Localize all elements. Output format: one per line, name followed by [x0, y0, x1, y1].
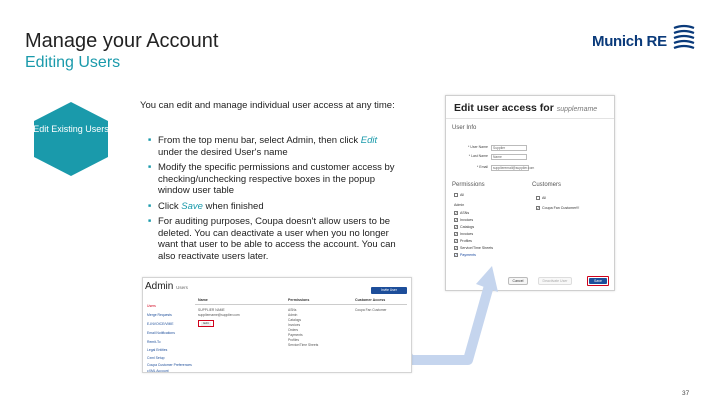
- permission-item: Profiles: [288, 338, 299, 342]
- sidebar-item[interactable]: Email Notifications: [147, 331, 175, 335]
- callout-label: Edit Existing Users: [33, 124, 109, 134]
- permission-checkbox[interactable]: ✓ Invoices: [455, 218, 474, 223]
- user-info-heading: User Info: [452, 125, 477, 131]
- permission-item: ASNs: [288, 308, 297, 312]
- divider: [195, 304, 407, 305]
- dialog-title: Edit user access for supplername: [454, 102, 598, 114]
- page-number: 37: [682, 390, 690, 397]
- permission-checkbox[interactable]: ✓ Payments: [455, 253, 476, 258]
- cancel-button[interactable]: Cancel: [508, 277, 528, 285]
- email-field[interactable]: * Email supplieremail@supplier.com: [476, 165, 535, 170]
- customer-checkbox[interactable]: ✓ Coupa Fan Customer!!!: [537, 206, 580, 211]
- sidebar-item[interactable]: Merge Requests: [147, 313, 172, 317]
- last-name-field[interactable]: * Last Name Name: [464, 154, 594, 160]
- list-item: ■ From the top menu bar, select Admin, then click Edit under the desired User's name: [148, 135, 398, 158]
- permission-item: Payments: [288, 333, 303, 337]
- column-header-permissions: Permissions: [288, 298, 310, 302]
- permissions-heading: Permissions: [452, 182, 485, 188]
- permission-checkbox[interactable]: ✓ ASNs: [455, 211, 470, 216]
- column-header-name: Name: [198, 298, 208, 302]
- intro-text: You can edit and manage individual user access at any time:: [140, 100, 395, 111]
- edit-button[interactable]: Edit: [201, 322, 211, 326]
- sidebar-item[interactable]: Remit-To: [147, 340, 161, 344]
- munich-re-logo: [592, 22, 700, 56]
- customer-access-value: Coupa Fan Customer: [355, 308, 387, 312]
- permission-checkbox[interactable]: ✓ Profiles: [455, 239, 472, 244]
- save-button[interactable]: Save: [589, 278, 607, 284]
- edit-button-highlight[interactable]: [198, 320, 214, 327]
- permission-checkbox[interactable]: ✓ Invoices: [455, 232, 474, 237]
- customers-heading: Customers: [532, 182, 562, 188]
- sidebar-item[interactable]: Coupa Customer Preferences: [147, 363, 192, 367]
- save-button-highlight[interactable]: [587, 276, 609, 286]
- permission-item: Catalogs: [288, 318, 302, 322]
- sidebar-item[interactable]: cXML Account: [147, 369, 169, 373]
- sidebar-item[interactable]: E-INVOICE/VMIE: [147, 322, 174, 326]
- permission-item: Admin: [288, 313, 298, 317]
- edit-existing-users-callout: [30, 100, 112, 178]
- permission-item: Invoices: [288, 323, 301, 327]
- page-title: Manage your Account: [25, 30, 219, 52]
- list-item: ■ Click Save when finished: [148, 201, 398, 213]
- sidebar-item-users[interactable]: Users: [147, 304, 156, 308]
- admin-title: Admin Users: [145, 281, 188, 292]
- user-email: suppliername@supplier.com: [198, 313, 240, 317]
- hexagon-shape: [30, 100, 112, 178]
- page-subtitle: Editing Users: [25, 54, 121, 71]
- permission-item: Orders: [288, 328, 299, 332]
- customer-all-checkbox[interactable]: All: [536, 196, 546, 200]
- permission-all-checkbox[interactable]: All: [454, 193, 464, 199]
- invite-user-button[interactable]: Invite User: [371, 287, 407, 294]
- sidebar-item[interactable]: Legal Entities: [147, 348, 168, 352]
- deactivate-user-button[interactable]: Deactivate User: [538, 277, 572, 285]
- munich-re-wave-icon: [672, 24, 696, 52]
- permission-item: Service/Time Sheets: [288, 343, 319, 347]
- list-item: ■ For auditing purposes, Coupa doesn't allow users to be deleted. You can deactivate a user when you no longer want that user to be able to access the account. You can also reactivate users later.: [148, 216, 398, 262]
- admin-users-screenshot: [142, 277, 412, 373]
- permission-checkbox[interactable]: ✓ Service/Time Sheets: [455, 246, 494, 251]
- user-name: SUPPLIER NAME: [198, 308, 225, 312]
- logo-text: Munich RE: [592, 33, 667, 50]
- permission-admin-checkbox[interactable]: Admin: [454, 203, 465, 207]
- user-name-field[interactable]: * User Name Supplier: [464, 145, 594, 151]
- divider: [446, 118, 615, 119]
- instruction-list: [148, 135, 398, 266]
- sidebar-item[interactable]: Cxml Setup: [147, 356, 165, 360]
- column-header-customer-access: Customer Access: [355, 298, 386, 302]
- list-item: ■ Modify the specific permissions and customer access by checking/unchecking respective boxes in the popup window user table: [148, 162, 398, 197]
- permission-checkbox[interactable]: ✓ Catalogs: [455, 225, 475, 230]
